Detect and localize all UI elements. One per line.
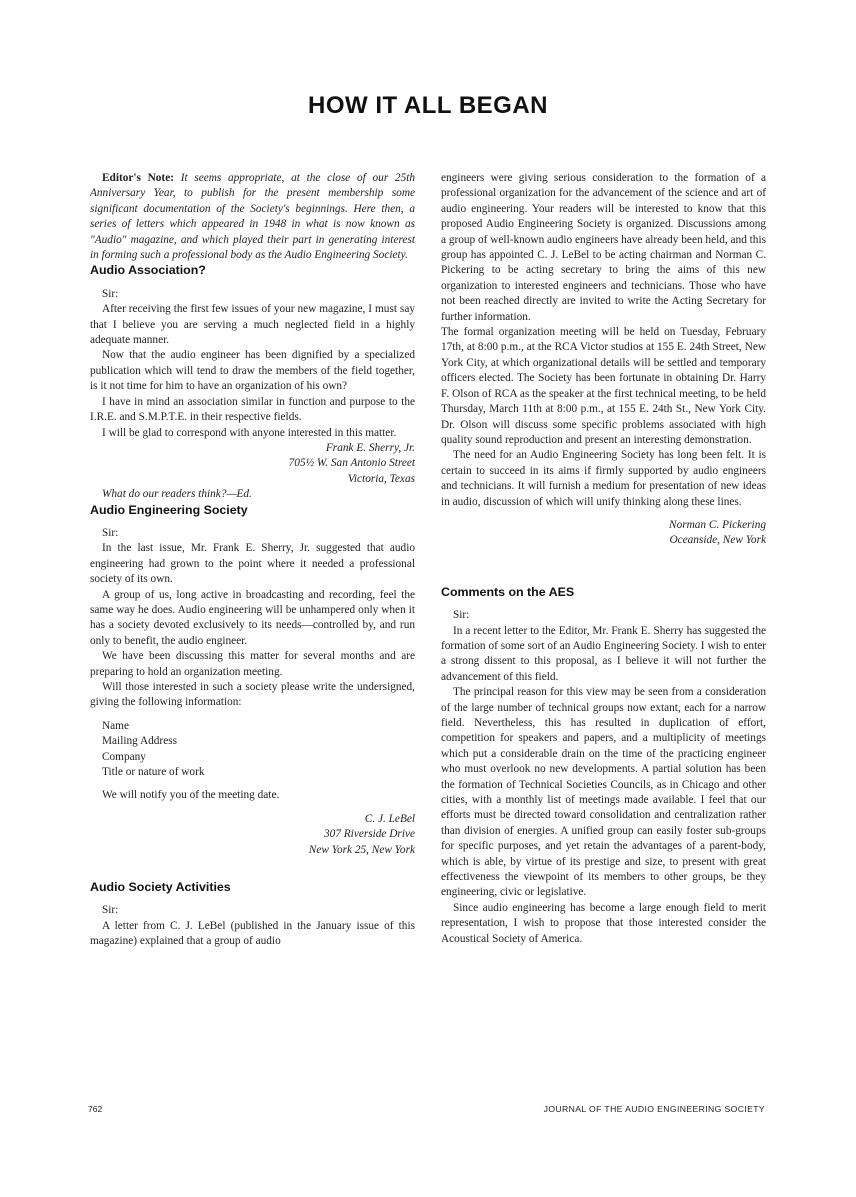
letter1-paragraph: I will be glad to correspond with anyone interested in this matter.	[102, 426, 397, 439]
letter1-paragraph: After receiving the first few issues of your new magazine, I must say that I believe you are serving a much neglected field in a highly adequate manner.	[90, 303, 415, 347]
letter2-signature-address: 307 Riverside Drive	[324, 828, 415, 841]
editor-note-text: It seems appropriate, at the close of our 25th Anniversary Year, to publish for the present membership some significant documentation of the Society's beginnings. Here then, a series of letters which appeared in 1948 in what is now known as "Audio" magazine, and which played their part in generating interest in forming such a professional body as the Audio Engineering Society.	[90, 172, 416, 262]
editor-note	[90, 171, 415, 263]
letter3-signature-name: Norman C. Pickering	[669, 518, 766, 531]
letter3-salutation: Sir:	[102, 904, 119, 917]
letter2-salutation: Sir:	[102, 526, 119, 539]
letter2-field: Name	[102, 719, 129, 732]
letter2-heading: Audio Engineering Society	[90, 502, 248, 517]
letter2-signature-city: New York 25, New York	[308, 843, 415, 856]
letter2-field: Company	[102, 750, 146, 763]
journal-name: JOURNAL OF THE AUDIO ENGINEERING SOCIETY	[543, 1104, 765, 1114]
letter1-paragraph: I have in mind an association similar in function and purpose to the I.R.E. and S.M.P.T.E. in their respective fields.	[90, 395, 415, 424]
letter1-salutation: Sir:	[102, 287, 119, 300]
letter1-paragraph: Now that the audio engineer has been dignified by a specialized publication which will tend to draw the members of the field together, is it not time for him to have an organization of his own?	[90, 349, 415, 393]
letter3-paragraph-continued: engineers were giving serious consideration to the formation of a professional organization for the advancement of the science and art of audio engineering. Your readers will be interested to know that this proposed Audio Engineering Society is organized. Discussions among a group of well-known audio engineers have already been held, and this group has appointed C. J. LeBel to be acting chairman and Norman C. Pickering to be acting secretary to bring the aims of this new organization to interested engineers and technicians. Those who have not been reached directly are invited to write the Acting Secretary for further information.	[441, 172, 766, 323]
editor-note-label: Editor's Note:	[102, 172, 174, 184]
letter2-field: Title or nature of work	[102, 766, 205, 779]
letter2-paragraph: We have been discussing this matter for several months and are preparing to hold an organization meeting.	[90, 650, 415, 678]
letter2-paragraph: In the last issue, Mr. Frank E. Sherry, Jr. suggested that audio engineering had grown to the point where it needed a professional society of its own.	[90, 542, 415, 586]
letter2-field-list	[90, 719, 415, 781]
left-column	[90, 171, 415, 950]
letter4-paragraph: In a recent letter to the Editor, Mr. Frank E. Sherry has suggested the formation of some sort of an Audio Engineering Society. I wish to enter a strong dissent to this proposal, as I believe it will not further the advancement of this field.	[441, 624, 766, 683]
letter3-paragraph-start: A letter from C. J. LeBel (published in the January issue of this magazine) explained that a group of audio	[90, 919, 415, 948]
letter1-editor-reply: What do our readers think?—Ed.	[102, 488, 252, 501]
page-title: HOW IT ALL BEGAN	[308, 92, 548, 119]
letter4-salutation: Sir:	[453, 609, 470, 622]
letter2-field: Mailing Address	[102, 735, 177, 748]
letter3-paragraph	[90, 919, 415, 950]
letter4-heading: Comments on the AES	[441, 584, 575, 599]
right-column	[441, 171, 766, 947]
letter1-signature-city: Victoria, Texas	[347, 472, 415, 485]
page-number: 762	[88, 1104, 103, 1114]
letter3-heading: Audio Society Activities	[90, 880, 231, 895]
letter3-paragraph: The need for an Audio Engineering Society has long been felt. It is certain to succeed in its aims if firmly supported by audio engineers and technicians. It will furnish a medium for presentation of new ideas in audio, discussion of which will unify thinking along these lines.	[441, 449, 766, 508]
letter1-signature-address: 705½ W. San Antonio Street	[288, 457, 415, 470]
letter1-heading: Audio Association?	[90, 263, 206, 278]
letter3-paragraph: The formal organization meeting will be held on Tuesday, February 17th, at 8:00 p.m., at the RCA Victor studios at 155 E. 24th Street, New York City, at which organizational details will be settled and temporary officers elected. The Society has been fortunate in obtaining Dr. Harry F. Olson of RCA as the speaker at the first technical meeting, to be held Thursday, March 11th at 8:00 p.m., at 155 E. 24th St., New York City. Dr. Olson will discuss some specific problems associated with high quality sound reproduction and present an interesting demonstration.	[441, 326, 766, 446]
letter2-paragraph: Will those interested in such a society please write the undersigned, giving the following information:	[90, 681, 415, 709]
letter4-paragraph: Since audio engineering has become a large enough field to merit representation, I wish to propose that those interested consider the Acoustical Society of America.	[441, 901, 766, 945]
letter2-signature-name: C. J. LeBel	[364, 812, 415, 825]
letter2-notify: We will notify you of the meeting date.	[102, 789, 280, 802]
letter3-signature-city: Oceanside, New York	[669, 534, 766, 547]
letter1-signature-name: Frank E. Sherry, Jr.	[325, 441, 415, 454]
letter2-paragraph: A group of us, long active in broadcasting and recording, feel the same way he does. Audio engineering will be unhampered only when it has a society devoted exclusively to its needs—controlled by, and run only to benefit, the audio engineer.	[90, 588, 415, 647]
letter4-paragraph: The principal reason for this view may be seen from a consideration of the large number of technical groups now extant, each for a narrow field. Nevertheless, this has resulted in duplication of effort, competition for speakers and papers, and a multiplicity of meetings which put a considerable drain on the time of the practicing engineer who must overlook no new developments. A partial solution has been the formation of Technical Societies Councils, as in Chicago and other cities, with a monthly list of meetings made available. I feel that our efforts must be directed toward consolidation and centralization rather than division of energies. A unified group can easily foster sub-groups for specific purposes, and yet retain the advantages of a parent-body, which is able, by virtue of its prestige and size, to present with great effectiveness the viewpoint of its members to other groups, be they engineering, civic or legislative.	[441, 686, 766, 899]
